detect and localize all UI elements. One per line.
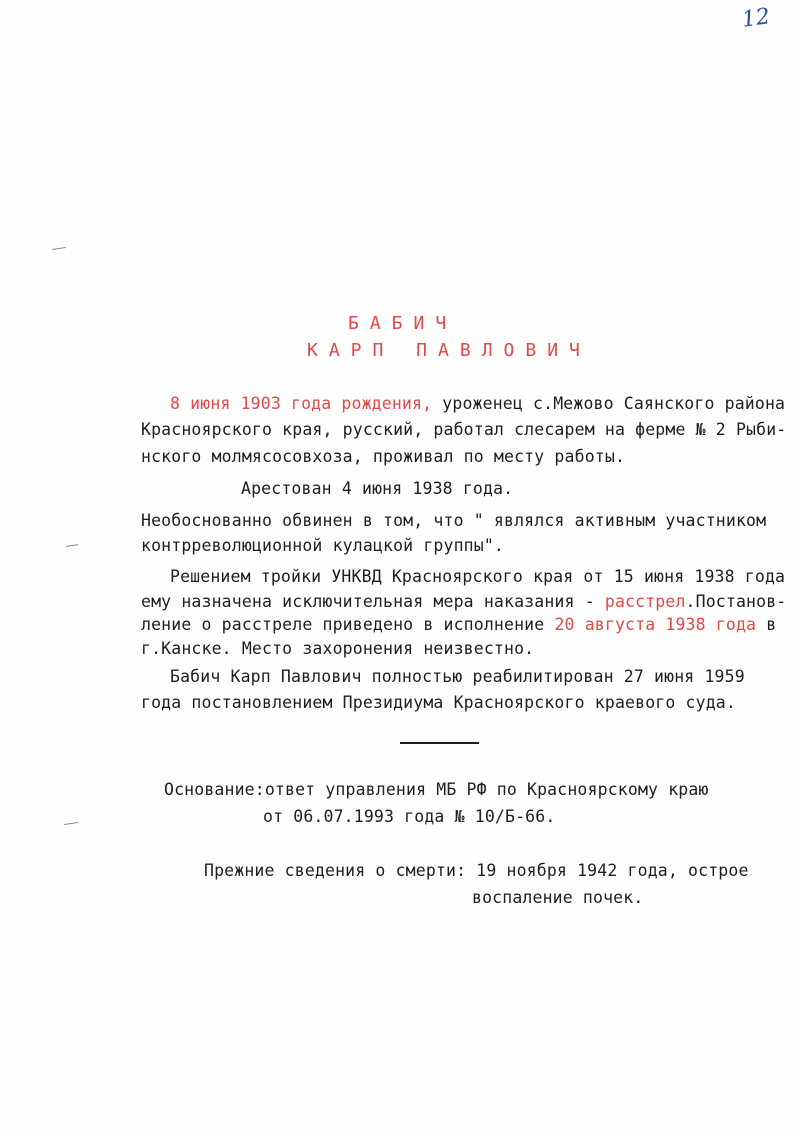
birthplace-text: уроженец с.Межово Саянского района [432, 394, 786, 413]
basis-line1: Основание:ответ управления МБ РФ по Красноярскому краю [164, 780, 709, 799]
sentence-text: ление о расстреле приведено в исполнение [141, 615, 555, 634]
charge-line2: контрреволюционной кулацкой группы". [141, 536, 505, 555]
execution-word: расстрел [604, 592, 686, 611]
prior-line2: воспаление почек. [472, 888, 644, 907]
page-number: 12 [740, 4, 772, 33]
sentence-line3 [141, 614, 776, 636]
para1-line2: Красноярского края, русский, работал слесарем на ферме № 2 Рыби- [141, 420, 787, 439]
birth-date: 8 июня 1903 года рождения, [170, 394, 433, 413]
execution-date: 20 августа 1938 года [554, 615, 757, 634]
section-divider [400, 742, 479, 744]
title-name: КАРП ПАВЛОВИЧ [307, 340, 591, 361]
para1-line1 [170, 393, 785, 415]
sentence-line1: Решением тройки УНКВД Красноярского края от 15 июня 1938 года [170, 567, 786, 586]
arrest-line: Арестован 4 июня 1938 года. [241, 479, 514, 498]
margin-mark [52, 247, 66, 250]
rehab-line2: года постановлением Президиума Красноярского краевого суда. [141, 693, 736, 712]
prior-line1: Прежние сведения о смерти: 19 ноября 1942 года, острое [204, 861, 749, 880]
basis-line2: от 06.07.1993 года № 10/Б-66. [263, 807, 556, 826]
sentence-line4: г.Канске. Место захоронения неизвестно. [141, 639, 535, 658]
sentence-line2 [141, 591, 786, 613]
margin-mark [64, 822, 78, 825]
margin-mark [66, 544, 78, 547]
sentence-text: в [756, 615, 777, 634]
sentence-text: .Постанов- [685, 592, 787, 611]
para1-line3: нского молмясосовхоза, проживал по месту работы. [141, 447, 626, 466]
sentence-text: ему назначена исключительная мера наказания - [141, 592, 605, 611]
title-surname: БАБИЧ [348, 313, 458, 334]
rehab-line1: Бабич Карп Павлович полностью реабилитирован 27 июня 1959 [170, 667, 745, 686]
charge-line1: Необоснованно обвинен в том, что " являлся активным участником [141, 511, 767, 530]
